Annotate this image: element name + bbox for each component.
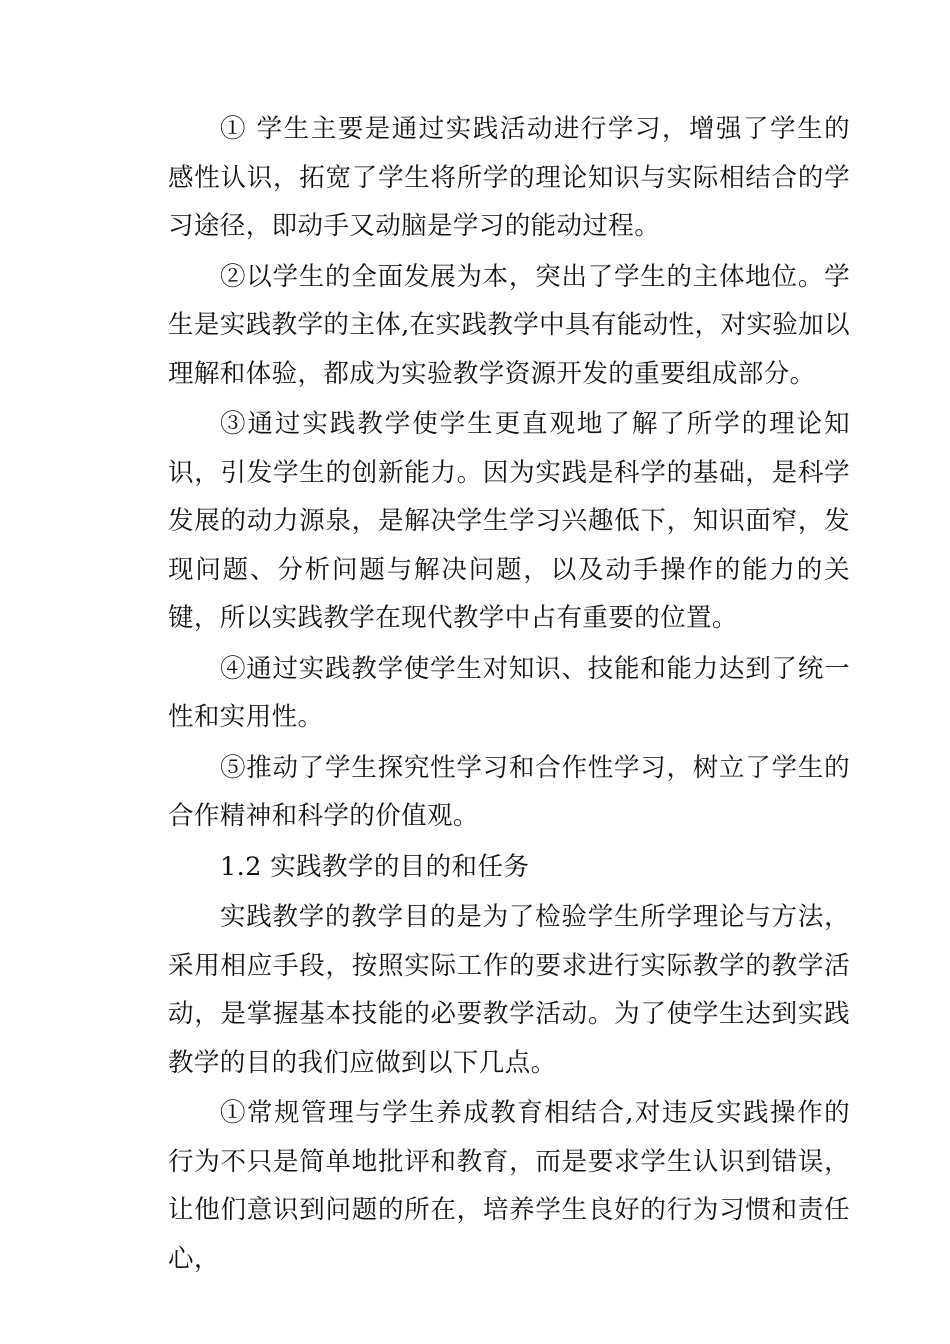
paragraph-5: ⑤推动了学生探究性学习和合作性学习，树立了学生的合作精神和科学的价值观。: [168, 752, 850, 831]
section-heading: 1.2 实践教学的目的和任务: [220, 851, 530, 882]
paragraph-4: ④通过实践教学使学生对知识、技能和能力达到了统一性和实用性。: [168, 653, 850, 732]
paragraph-1: ① 学生主要是通过实践活动进行学习，增强了学生的感性认识，拓宽了学生将所学的理论知识与实际相结合的学习途径，即动手又动脑是学习的能动过程。: [168, 114, 850, 241]
paragraph-3: ③通过实践教学使学生更直观地了解了所学的理论知识，引发学生的创新能力。因为实践是科学的基础，是科学发展的动力源泉，是解决学生学习兴趣低下，知识面窄，发现问题、分析问题与解决问题，以及动手操作的能力的关键，所以实践教学在现代教学中占有重要的位置。: [168, 409, 850, 633]
document-page: [168, 105, 850, 1285]
section-paragraph-2: ①常规管理与学生养成教育相结合,对违反实践操作的行为不只是简单地批评和教育，而是要求学生认识到错误，让他们意识到问题的所在，培养学生良好的行为习惯和责任心，: [168, 1098, 850, 1274]
section-paragraph-1: 实践教学的教学目的是为了检验学生所学理论与方法，采用相应手段，按照实际工作的要求进行实际教学的教学活动，是掌握基本技能的必要教学活动。为了使学生达到实践教学的目的我们应做到以下几点。: [168, 902, 850, 1078]
paragraph-2: ②以学生的全面发展为本，突出了学生的主体地位。学生是实践教学的主体,在实践教学中具有能动性，对实验加以理解和体验，都成为实验教学资源开发的重要组成部分。: [168, 261, 850, 389]
